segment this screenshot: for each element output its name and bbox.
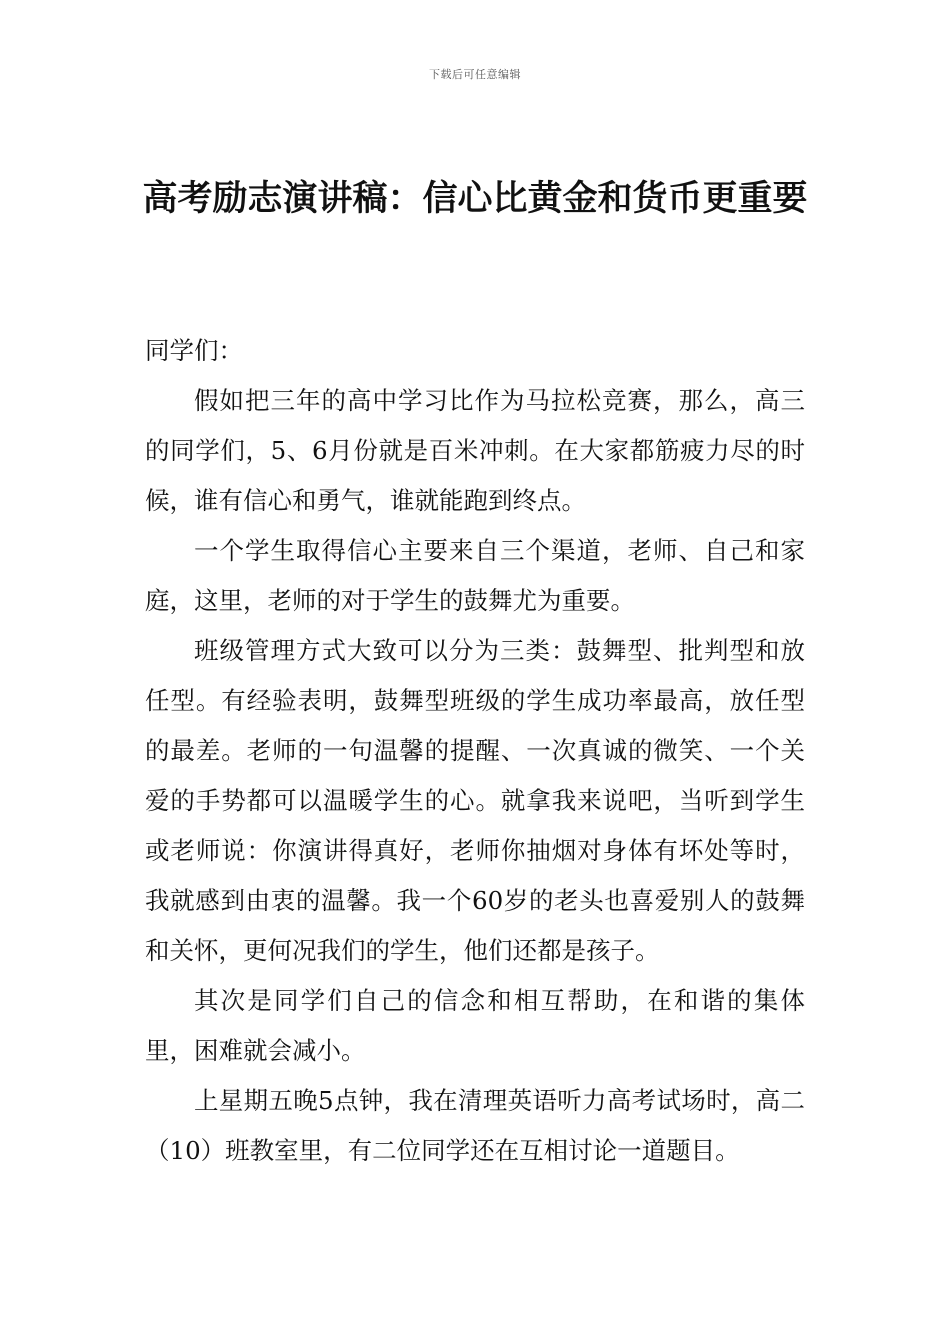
header-note: 下载后可任意编辑 bbox=[429, 68, 521, 81]
document-body bbox=[145, 326, 805, 1176]
paragraph: 一个学生取得信心主要来自三个渠道，老师、自己和家庭，这里，老师的对于学生的鼓舞尤为重要。 bbox=[145, 536, 805, 615]
paragraph: 其次是同学们自己的信念和相互帮助，在和谐的集体里，困难就会减小。 bbox=[145, 986, 805, 1065]
document-title: 高考励志演讲稿：信心比黄金和货币更重要 bbox=[142, 179, 808, 219]
salutation: 同学们： bbox=[145, 336, 243, 365]
paragraph: 上星期五晚5点钟，我在清理英语听力高考试场时，高二（10）班教室里，有二位同学还在互相讨论一道题目。 bbox=[145, 1086, 805, 1165]
paragraph: 假如把三年的高中学习比作为马拉松竞赛，那么，高三的同学们，5、6月份就是百米冲刺。在大家都筋疲力尽的时候，谁有信心和勇气，谁就能跑到终点。 bbox=[145, 386, 805, 515]
paragraph: 班级管理方式大致可以分为三类：鼓舞型、批判型和放任型。有经验表明，鼓舞型班级的学生成功率最高，放任型的最差。老师的一句温馨的提醒、一次真诚的微笑、一个关爱的手势都可以温暖学生的心。就拿我来说吧，当听到学生或老师说：你演讲得真好，老师你抽烟对身体有坏处等时，我就感到由衷的温馨。我一个60岁的老头也喜爱别人的鼓舞和关怀，更何况我们的学生，他们还都是孩子。 bbox=[145, 636, 805, 965]
